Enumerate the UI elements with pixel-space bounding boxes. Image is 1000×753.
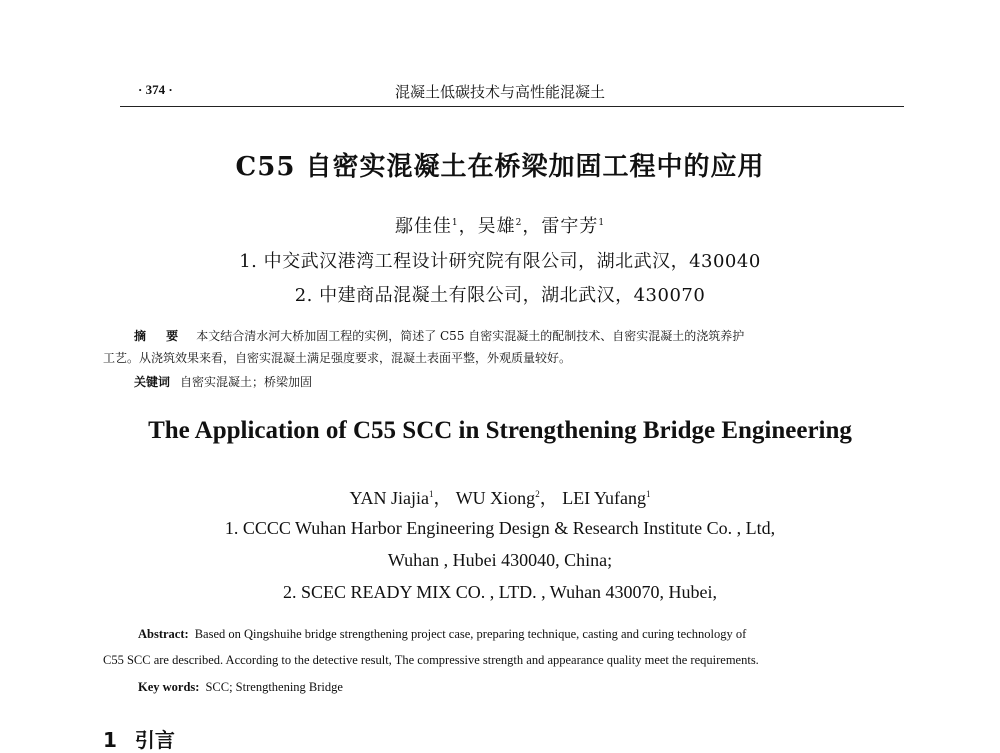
authors-english (0, 484, 1000, 510)
author-3-en-affil: 1 (646, 489, 651, 499)
author-1-en: YAN Jiajia (349, 488, 429, 508)
author-2-en-affil: 2 (535, 489, 540, 499)
keywords-english-label: Key words: (138, 680, 200, 694)
authors-chinese (0, 212, 1000, 238)
affiliation-english-1: 1. CCCC Wuhan Harbor Engineering Design & Research Institute Co. , Ltd, (224, 518, 776, 538)
keywords-english-text: SCC; Strengthening Bridge (205, 680, 343, 694)
abstract-chinese-label: 摘 要 (134, 329, 187, 343)
abstract-chinese-line-1: 本文结合清水河大桥加固工程的实例，简述了 C55 自密实混凝土的配制技术、自密实混凝土的浇筑养护 (196, 329, 745, 343)
affiliation-english-2: 2. SCEC READY MIX CO. , LTD. , Wuhan 430070, Hubei, (282, 582, 718, 602)
abstract-english (138, 627, 904, 642)
abstract-chinese (134, 325, 904, 347)
abstract-english-line-2: C55 SCC are described. According to the detective result, The compressive strength and appearance quality meet the requirements. (103, 653, 759, 667)
author-1-en-affil: 1 (429, 489, 434, 499)
keywords-english (138, 680, 343, 695)
title-chinese: C55 自密实混凝土在桥梁加固工程中的应用 (235, 152, 765, 182)
author-2-affil: 2 (515, 218, 523, 228)
keywords-chinese (134, 373, 312, 390)
author-separator: ， (458, 216, 478, 237)
section-heading (103, 724, 175, 753)
author-1: 鄢佳佳 (394, 216, 452, 237)
author-separator: ， (433, 488, 456, 508)
affiliation-english-1-cont: Wuhan , Hubei 430040, China; (387, 550, 613, 570)
section-number: 1 (103, 728, 117, 752)
page-number: · 374 · (138, 82, 173, 97)
section-title: 引言 (134, 728, 175, 752)
author-separator: ， (539, 488, 563, 508)
author-2: 吴雄 (477, 216, 516, 237)
keywords-chinese-text: 自密实混凝土；桥梁加固 (180, 375, 313, 389)
affiliation-chinese-1: 1. 中交武汉港湾工程设计研究院有限公司，湖北武汉，430040 (239, 251, 761, 272)
running-title: 混凝土低碳技术与高性能混凝土 (394, 83, 605, 101)
author-3-affil: 1 (598, 218, 606, 228)
author-3-en: LEI Yufang (562, 488, 646, 508)
header-divider (120, 106, 904, 107)
abstract-english-label: Abstract: (138, 627, 189, 641)
author-separator: ， (522, 216, 542, 237)
author-3: 雷宇芳 (541, 216, 599, 237)
author-1-affil: 1 (451, 218, 459, 228)
author-2-en: WU Xiong (455, 488, 536, 508)
keywords-chinese-label: 关键词 (134, 375, 171, 389)
title-english: The Application of C55 SCC in Strengthening Bridge Engineering (148, 417, 852, 444)
abstract-english-line-1: Based on Qingshuihe bridge strengthening project case, preparing technique, casting and curing technology of (194, 627, 747, 641)
affiliation-chinese-2: 2. 中建商品混凝土有限公司，湖北武汉，430070 (294, 285, 706, 306)
abstract-chinese-line-2: 工艺。从浇筑效果来看，自密实混凝土满足强度要求，混凝土表面平整，外观质量较好。 (103, 351, 572, 365)
